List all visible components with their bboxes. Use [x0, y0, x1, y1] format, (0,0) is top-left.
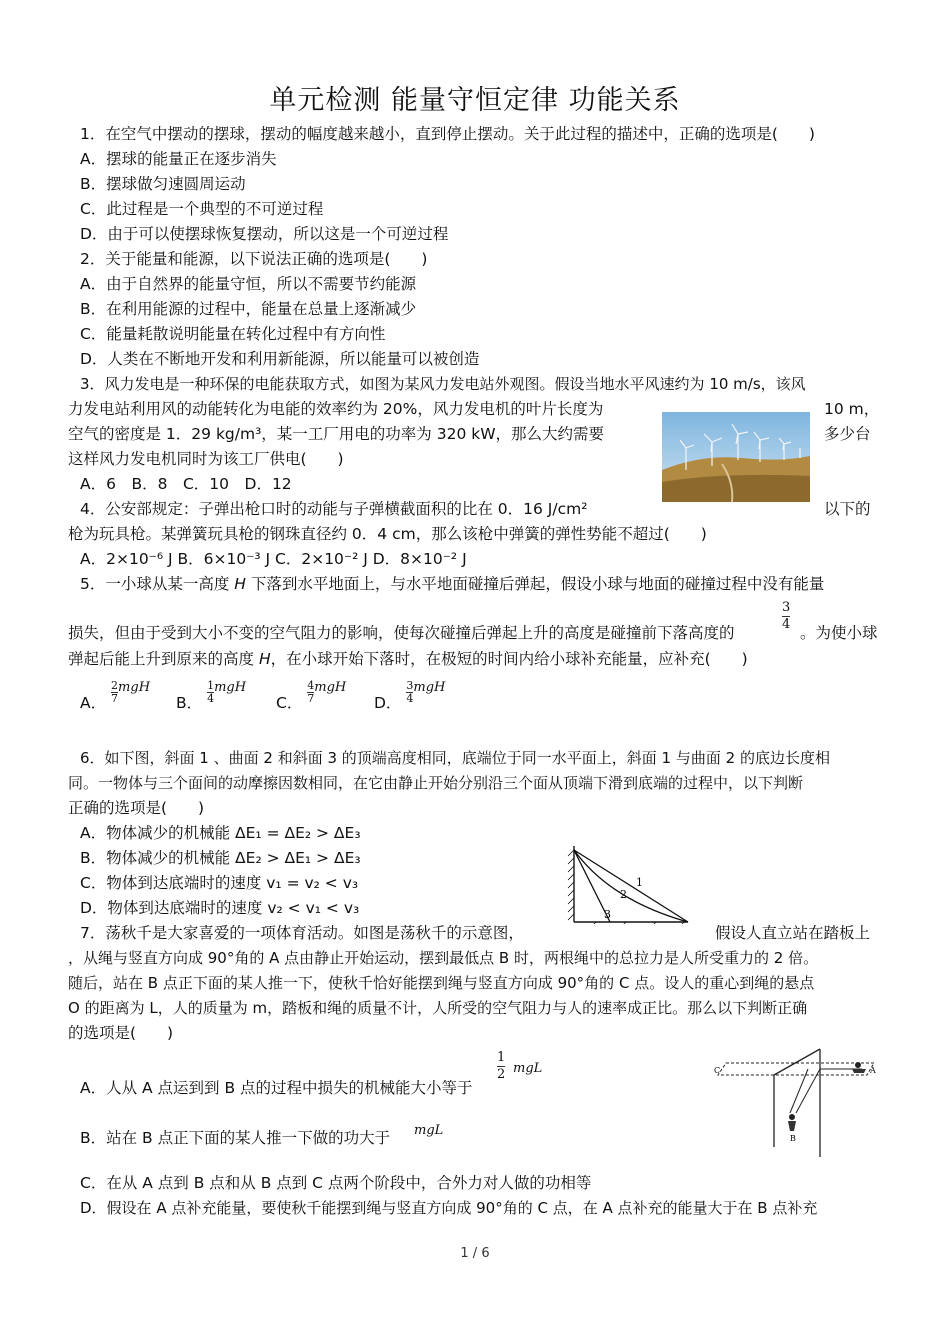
q7-option-d: D．假设在 A 点补充能量，要使秋千能摆到绳与竖直方向成 90°角的 C 点，在 A 点补充的能量大于在 B 点补充	[80, 1199, 818, 1217]
q5-option-c: C． $\frac{4}{7}$ $^{mgH}$	[276, 679, 347, 712]
q1-option-b: B．摆球做匀速圆周运动	[80, 175, 246, 193]
q7-option-a: A．人从 A 点运到到 B 点的过程中损失的机械能大小等于	[80, 1079, 473, 1097]
q7-line-1-tail: 假设人直立站在踏板上	[715, 924, 871, 942]
q2-option-c: C．能量耗散说明能量在转化过程中有方向性	[80, 325, 386, 343]
q1-option-a: A．摆球的能量正在逐步消失	[80, 150, 277, 168]
swing-diagram	[712, 1045, 882, 1165]
q4-line-1-tail: 以下的	[824, 500, 871, 518]
q6-option-c: C．物体到达底端时的速度 v₁ = v₂ < v₃	[80, 874, 359, 892]
q2-option-d: D．人类在不断地开发和利用新能源，所以能量可以被创造	[80, 350, 480, 368]
q7-option-b-expr: mgL	[414, 1123, 444, 1138]
q5-line-3: 弹起后能上升到原来的高度 H，在小球开始下落时，在极短的时间内给小球补充能量，应补充( )	[68, 650, 748, 668]
q1-option-d: D．由于可以使摆球恢复摆动，所以这是一个可逆过程	[80, 225, 449, 243]
q3-line-3: 空气的密度是 1．29 kg/m³，某一工厂用电的功率为 320 kW，那么大约需要	[68, 425, 605, 443]
q5-option-d: D． $\frac{3}{4}$ $^{mgH}$	[374, 679, 446, 712]
q1-stem: 1．在空气中摆动的摆球，摆动的幅度越来越小，直到停止摆动。关于此过程的描述中，正确的选项是( )	[80, 125, 815, 143]
q5-line-2-tail: 。为使小球	[800, 624, 878, 642]
q7-line-4: O 的距离为 L，人的质量为 m，踏板和绳的质量不计，人所受的空气阻力与人的速率成正比。那么以下判断正确	[68, 999, 808, 1017]
q7-line-3: 随后，站在 B 点正下面的某人推一下，使秋千恰好能摆到绳与竖直方向成 90°角的 C 点。设人的重心到绳的悬点	[68, 974, 815, 992]
q3-options: A．6 B．8 C．10 D．12	[80, 475, 292, 493]
svg-text:A: A	[870, 1066, 876, 1075]
incline-diagram	[566, 842, 696, 924]
q7-option-a-expr: mgL	[513, 1061, 543, 1076]
q7-line-5: 的选项是( )	[68, 1024, 174, 1042]
q4-line-1: 4．公安部规定：子弹出枪口时的动能与子弹横截面积的比在 0．16 J/cm²	[80, 500, 588, 518]
svg-text:1: 1	[636, 876, 643, 889]
q6-option-d: D．物体到达底端时的速度 v₂ < v₁ < v₃	[80, 899, 360, 917]
q2-option-a: A．由于自然界的能量守恒，所以不需要节约能源	[80, 275, 417, 293]
q1-option-c: C．此过程是一个典型的不可逆过程	[80, 200, 324, 218]
q5-line-2: 损失，但由于受到大小不变的空气阻力的影响，使每次碰撞后弹起上升的高度是碰撞前下落高度的	[68, 624, 735, 642]
svg-text:B: B	[790, 1134, 796, 1143]
q5-option-a: A． $\frac{2}{7}$ $^{mgH}$	[80, 679, 151, 712]
q7-option-b: B．站在 B 点正下面的某人推一下做的功大于	[80, 1129, 391, 1147]
q6-option-b: B．物体减少的机械能 ΔE₂ > ΔE₁ > ΔE₃	[80, 849, 361, 867]
q3-line-1: 3．风力发电是一种环保的电能获取方式，如图为某风力发电站外观图。假设当地水平风速约为 10 m/s，该风	[80, 375, 806, 393]
q3-line-2: 力发电站利用风的动能转化为电能的效率约为 20%，风力发电机的叶片长度为	[68, 400, 604, 418]
q3-line-4: 这样风力发电机同时为该工厂供电( )	[68, 450, 344, 468]
q6-line-3: 正确的选项是( )	[68, 799, 205, 817]
q7-option-c: C．在从 A 点到 B 点和从 B 点到 C 点两个阶段中，合外力对人做的功相等	[80, 1174, 592, 1192]
q7-line-2: ，从绳与竖直方向成 90°角的 A 点由静止开始运动，摆到最低点 B 时，两根绳中的总拉力是人所受重力的 2 倍。	[68, 949, 819, 967]
q7-option-a-fraction: $\frac{1}{2}$	[497, 1050, 506, 1082]
page-number: 1 / 6	[460, 1246, 490, 1261]
svg-text:2: 2	[620, 888, 627, 901]
q6-line-1: 6．如下图，斜面 1 、曲面 2 和斜面 3 的顶端高度相同，底端位于同一水平面上，斜面 1 与曲面 2 的底边长度相	[80, 749, 830, 767]
q3-line-3-tail: 多少台	[824, 425, 871, 443]
q5-option-b: B． $\frac{1}{4}$ $^{mgH}$	[176, 679, 247, 712]
q4-options: A．2×10⁻⁶ J B．6×10⁻³ J C．2×10⁻² J D．8×10⁻² J	[80, 550, 467, 568]
q5-line-1: 5．一小球从某一高度 H 下落到水平地面上，与水平地面碰撞后弹起，假设小球与地面的碰撞过程中没有能量	[80, 575, 825, 593]
svg-text:C: C	[714, 1066, 721, 1075]
q2-option-b: B．在利用能源的过程中，能量在总量上逐渐减少	[80, 300, 417, 318]
q4-line-2: 枪为玩具枪。某弹簧玩具枪的钢珠直径约 0．4 cm，那么该枪中弹簧的弹性势能不超过( )	[68, 525, 707, 543]
q6-option-a: A．物体减少的机械能 ΔE₁ = ΔE₂ > ΔE₃	[80, 824, 361, 842]
q5-ratio-fraction: $\frac{3}{4}$	[782, 600, 791, 632]
page-title: 单元检测 能量守恒定律 功能关系	[269, 85, 681, 116]
q2-stem: 2．关于能量和能源，以下说法正确的选项是( )	[80, 250, 428, 268]
q3-line-2-tail: 10 m，	[824, 400, 880, 418]
q6-line-2: 同。一物体与三个面间的动摩擦因数相同，在它由静止开始分别沿三个面从顶端下滑到底端的过程中，以下判断	[68, 774, 804, 792]
svg-text:3: 3	[604, 908, 611, 921]
wind-farm-photo	[662, 412, 810, 502]
q7-line-1: 7．荡秋千是大家喜爱的一项体育活动。如图是荡秋千的示意图，	[80, 924, 524, 942]
